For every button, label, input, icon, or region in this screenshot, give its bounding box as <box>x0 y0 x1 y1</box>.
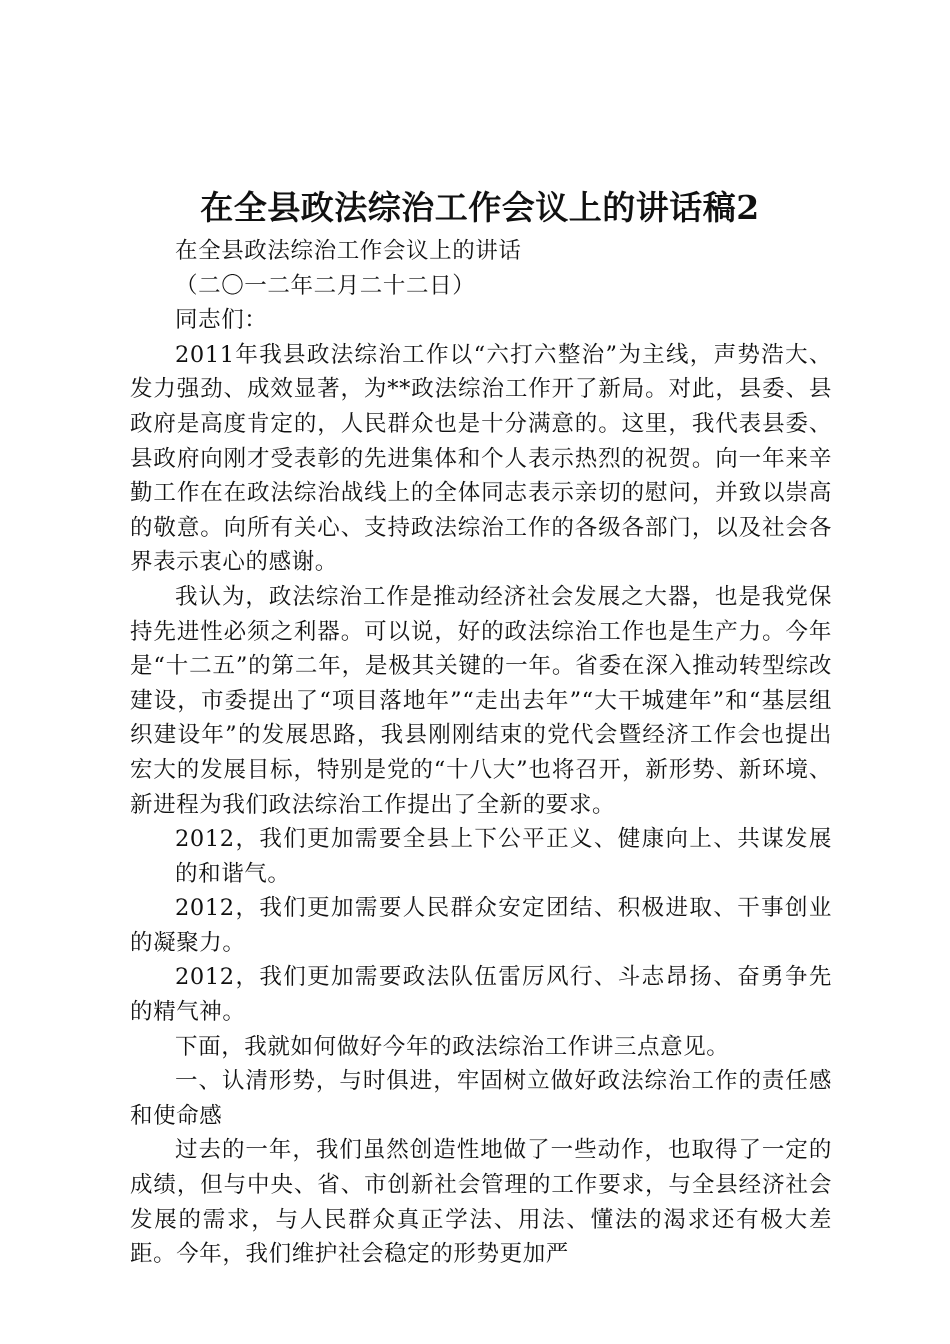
document-subtitle: 在全县政法综治工作会议上的讲话 <box>175 238 522 264</box>
paragraph: 下面，我就如何做好今年的政法综治工作讲三点意见。 <box>175 1033 730 1060</box>
paragraph: 2012，我们更加需要人民群众安定团结、积极进取、干事创业的凝聚力。 <box>130 895 832 956</box>
section-heading: 一、认清形势，与时俱进，牢固树立做好政法综治工作的责任感和使命感 <box>130 1068 832 1129</box>
document-body <box>130 234 832 1272</box>
paragraph: 2012，我们更加需要政法队伍雷厉风行、斗志昂扬、奋勇争先的精气神。 <box>130 964 832 1026</box>
paragraph: 2011年我县政法综治工作以“六打六整治”为主线，声势浩大、发力强劲、成效显著，为**政法综治工作开了新局。对此，县委、县政府是高度肯定的，人民群众也是十分满意的。这里，我代表县委、县政府向刚才受表彰的先进集体和个人表示热烈的祝贺。向一年来辛勤工作在在政法综治战线上的全体同志表示亲切的慰问，并致以崇高的敬意。向所有关心、支持政法综治工作的各级各部门，以及社会各界表示衷心的感谢。 <box>130 341 832 576</box>
paragraph: 我认为，政法综治工作是推动经济社会发展之大器，也是我党保持先进性必须之利器。可以说，好的政法综治工作也是生产力。今年是“十二五”的第二年，是极其关键的一年。省委在深入推动转型综改建设，市委提出了“项目落地年”“走出去年”“大干城建年”和“基层组织建设年”的发展思路，我县刚刚结束的党代会暨经济工作会也提出宏大的发展目标，特别是党的“十八大”也将召开，新形势、新环境、新进程为我们政法综治工作提出了全新的要求。 <box>130 583 832 818</box>
document-title: 在全县政法综治工作会议上的讲话稿2 <box>200 188 760 227</box>
document-date: （二〇一二年二月二十二日） <box>175 272 476 299</box>
document-salutation: 同志们： <box>175 307 268 334</box>
paragraph: 2012，我们更加需要全县上下公平正义、健康向上、共谋发展的和谐气。 <box>175 826 832 887</box>
paragraph: 过去的一年，我们虽然创造性地做了一些动作，也取得了一定的成绩，但与中央、省、市创新社会管理的工作要求，与全县经济社会发展的需求，与人民群众真正学法、用法、懂法的渴求还有极大差距。今年，我们维护社会稳定的形势更加严 <box>130 1137 832 1268</box>
